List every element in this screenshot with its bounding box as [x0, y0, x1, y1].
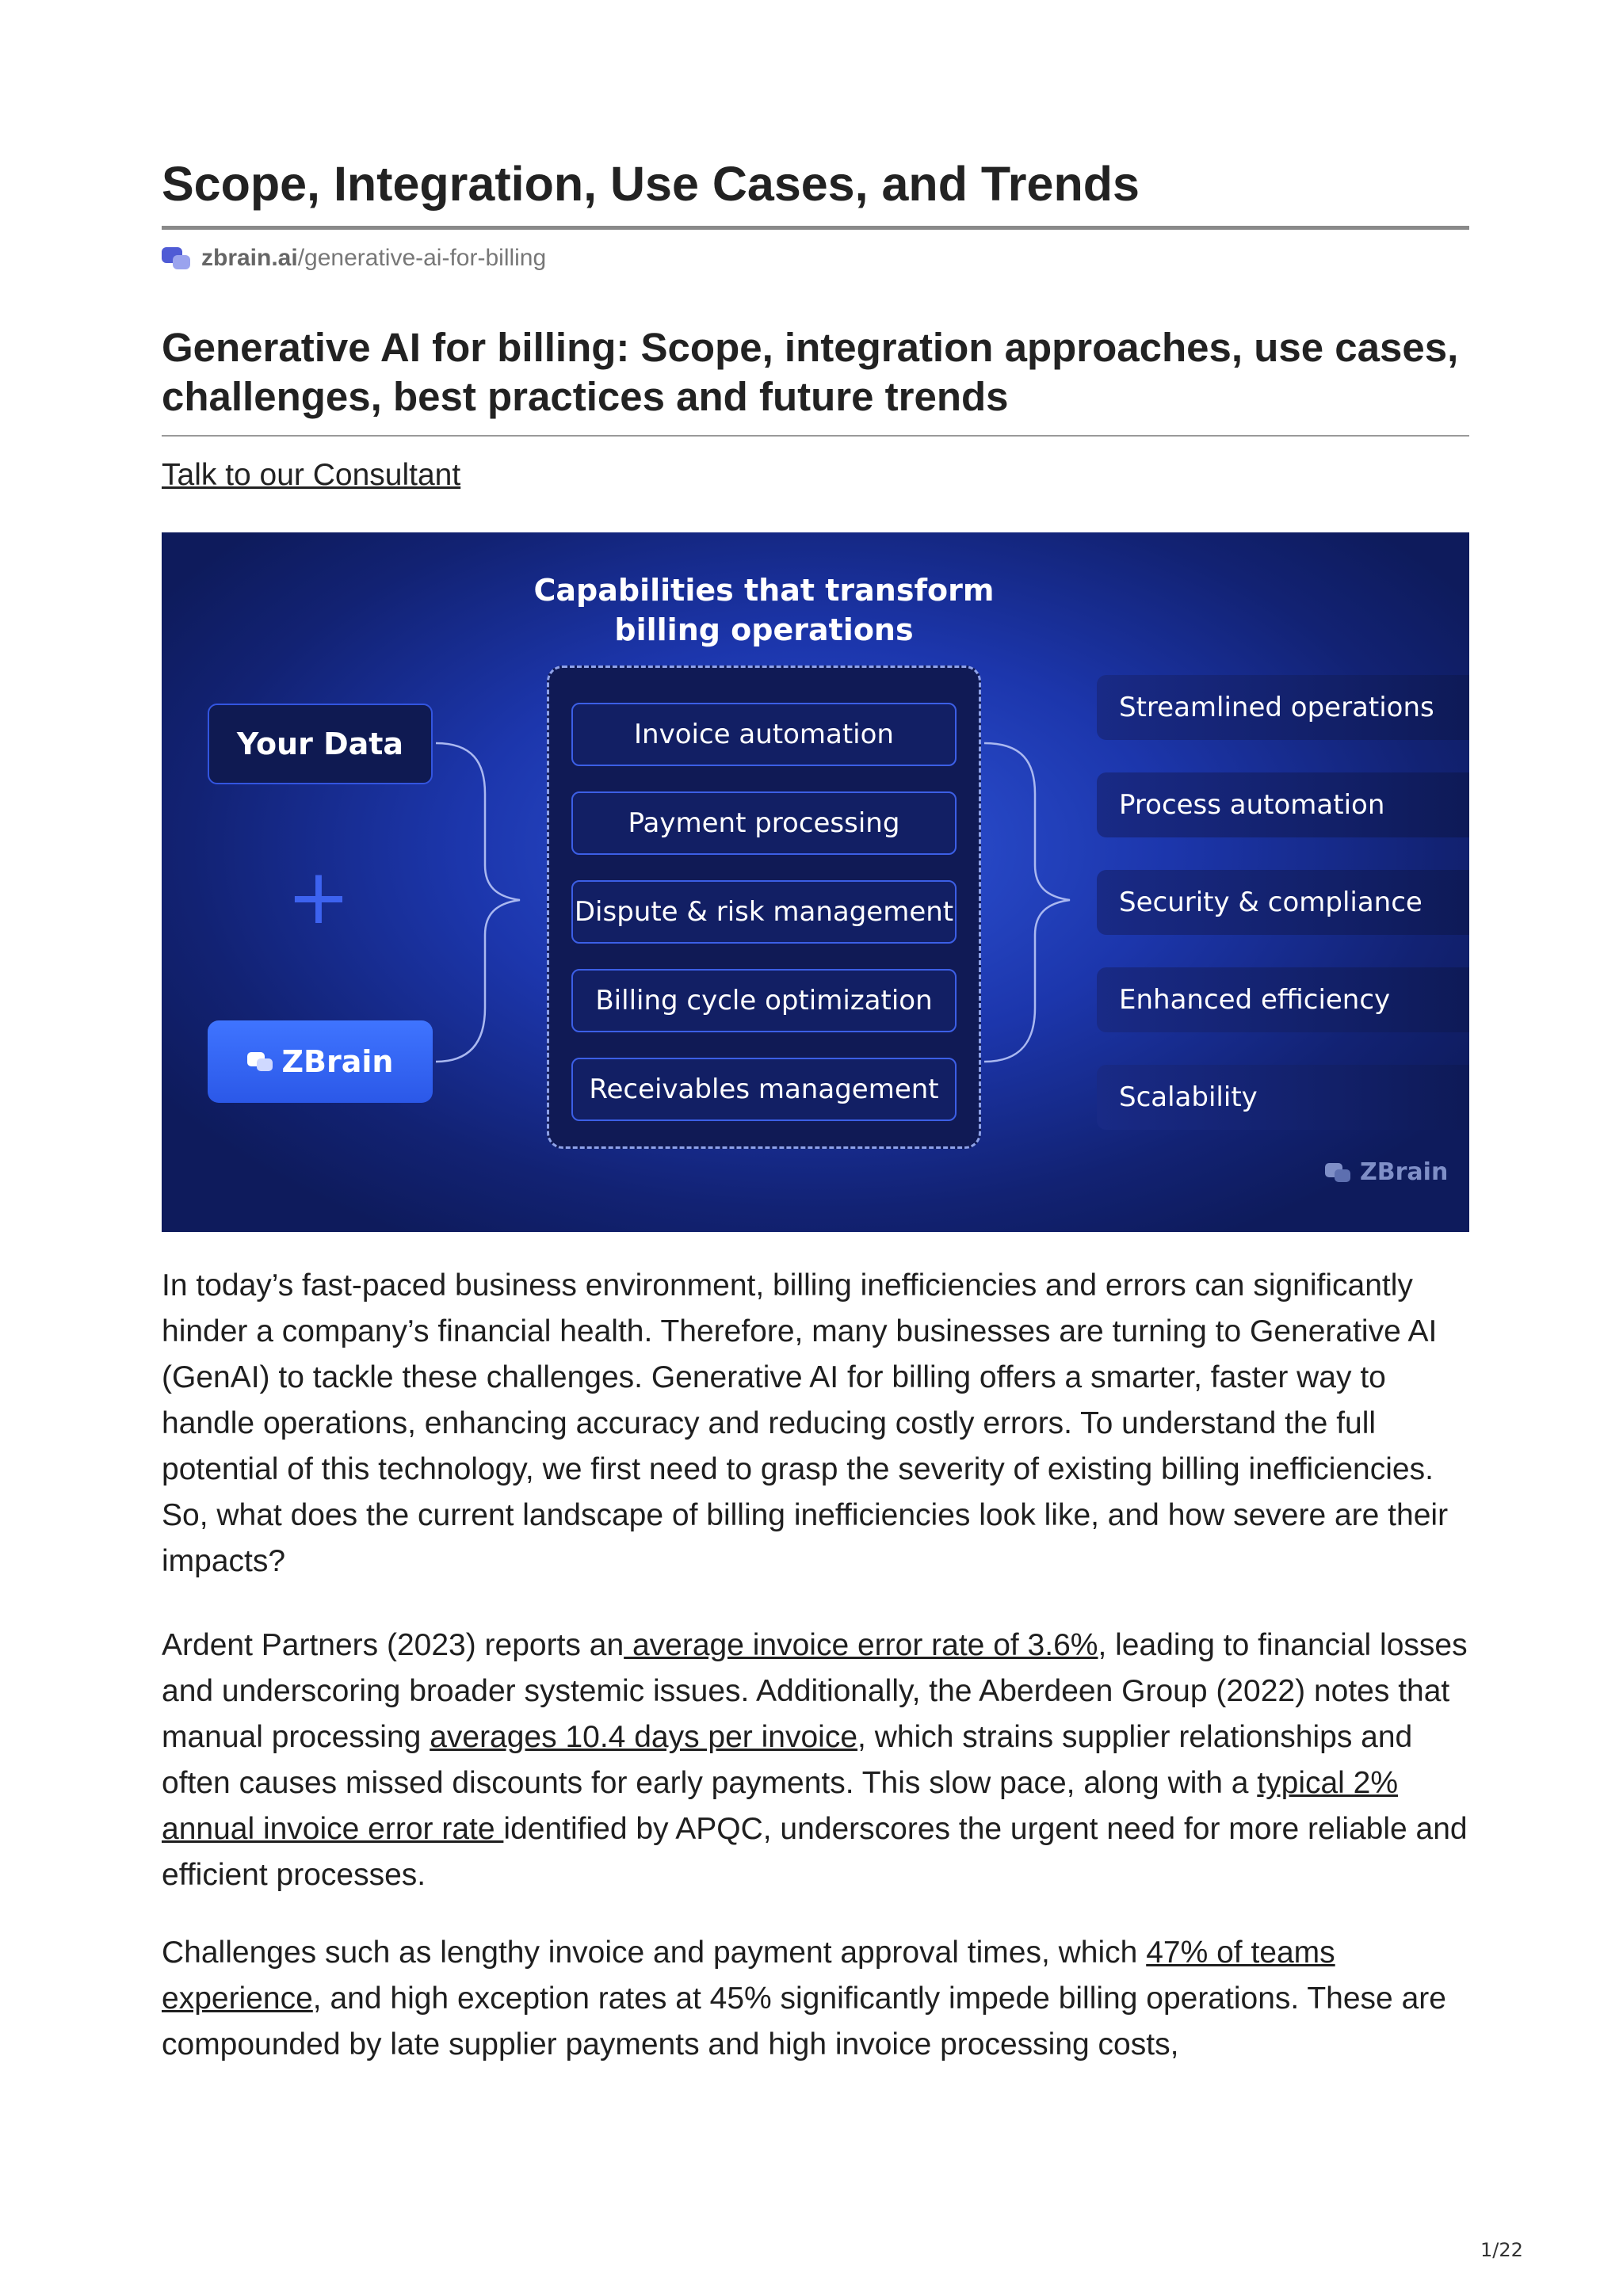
source-path: /generative-ai-for-billing — [297, 245, 547, 271]
capability-item: Invoice automation — [571, 703, 957, 766]
page-number: 1/22 — [1480, 2239, 1523, 2261]
capability-item: Billing cycle optimization — [571, 969, 957, 1032]
talk-to-consultant-link[interactable]: Talk to our Consultant — [162, 458, 461, 492]
capability-item: Receivables management — [571, 1058, 957, 1121]
left-bracket — [436, 743, 520, 1062]
statistics-text: , leading to financial losses and underscoring broader systemic issues. Additionally, the Aberdeen Group (2022) notes that manual processing — [162, 1628, 1468, 1754]
intro-paragraph: In today’s fast-paced business environment, billing inefficiencies and errors can significantly hinder a company’s financial health. Therefore, many businesses are turning to Generative AI (GenAI) to tackle these challenges. Generative AI for billing offers a smarter, faster way to handle operations, enhancing accuracy and reducing costly errors. To understand the full potential of this technology, we first need to grasp the severity of existing billing inefficiencies. So, what does the current landscape of billing inefficiencies look like, and how severe are their impacts? — [162, 1268, 1449, 1578]
capabilities-banner — [162, 532, 1469, 1232]
title-divider — [162, 226, 1469, 230]
zbrain-logo-icon — [247, 1051, 274, 1073]
zbrain-chip — [208, 1020, 433, 1103]
challenges-text: Challenges such as lengthy invoice and payment approval times, which — [162, 1936, 1147, 1970]
outcome-item: Process automation — [1097, 772, 1469, 837]
outcome-item: Security & compliance — [1097, 870, 1469, 935]
article-heading: Generative AI for billing: Scope, integration approaches, use cases, challenges, best practices and future trends — [162, 325, 1459, 419]
banner-title-line2: billing operations — [614, 612, 914, 647]
statistics-text: identified by APQC, underscores the urgent need for more reliable and efficient processes. — [162, 1812, 1468, 1892]
statistics-text: , which strains supplier relationships and often causes missed discounts for early payments. This slow pace, along with a — [162, 1720, 1413, 1800]
zbrain-watermark-label: ZBrain — [1360, 1158, 1449, 1186]
statistics-paragraph — [162, 1623, 1469, 1898]
banner-title — [479, 570, 1049, 650]
source-link[interactable] — [162, 242, 546, 274]
plus-icon: + — [286, 852, 351, 941]
heading-divider — [162, 435, 1469, 437]
page-title: Scope, Integration, Use Cases, and Trends — [162, 157, 1140, 211]
banner-title-line1: Capabilities that transform — [533, 573, 995, 608]
zbrain-watermark-icon — [1325, 1161, 1352, 1184]
processing-days-link[interactable]: averages 10.4 days per invoice — [430, 1720, 858, 1754]
outcome-item: Enhanced efficiency — [1097, 967, 1469, 1032]
right-bracket — [984, 743, 1070, 1062]
zbrain-watermark — [1325, 1158, 1448, 1186]
statistics-text: Ardent Partners (2023) reports an — [162, 1628, 624, 1662]
annual-error-rate-link[interactable]: typical 2% annual invoice error rate — [162, 1766, 1399, 1846]
outcome-item: Scalability — [1097, 1065, 1469, 1130]
challenges-text: , and high exception rates at 45% significantly impede billing operations. These are compounded by late supplier payments and high invoice processing costs, — [162, 1981, 1446, 2061]
capability-item: Dispute & risk management — [571, 880, 957, 944]
zbrain-chip-label: ZBrain — [281, 1044, 394, 1079]
capabilities-box — [547, 666, 981, 1149]
source-domain: zbrain.ai — [201, 245, 298, 271]
your-data-box: Your Data — [208, 704, 433, 784]
invoice-error-rate-link[interactable]: average invoice error rate of 3.6% — [624, 1628, 1098, 1662]
zbrain-favicon-icon — [162, 246, 192, 271]
challenges-paragraph — [162, 1930, 1469, 2068]
capability-item: Payment processing — [571, 791, 957, 855]
outcome-item: Streamlined operations — [1097, 675, 1469, 740]
teams-experience-link[interactable]: 47% of teams experience — [162, 1936, 1335, 2016]
